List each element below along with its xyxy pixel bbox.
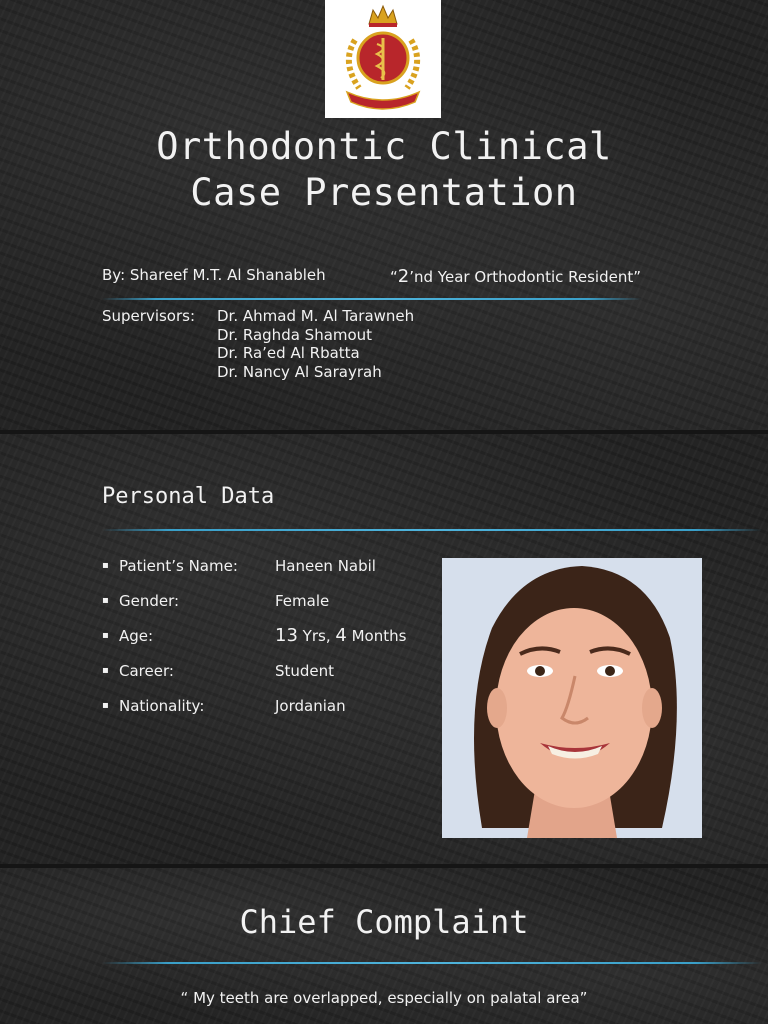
bullet-icon: ▪ [102, 700, 109, 711]
row-label: Patient’s Name: [119, 557, 238, 575]
role-prefix: “ [390, 268, 398, 286]
row-value: Haneen Nabil [275, 557, 376, 575]
age-years-text: Yrs, [297, 627, 336, 645]
title-slide [0, 0, 768, 430]
divider-rule [102, 529, 762, 531]
divider-rule [102, 962, 762, 964]
role-number: 2 [397, 266, 410, 287]
patient-portrait-image [442, 558, 702, 838]
row-value: Female [275, 592, 330, 610]
title-line-1: Orthodontic Clinical [156, 125, 612, 168]
row-value: Student [275, 662, 335, 680]
age-years-number: 13 [275, 625, 298, 646]
supervisor-name: Dr. Raghda Shamout [217, 325, 373, 344]
bullet-icon: ▪ [102, 630, 109, 641]
supervisors-list [217, 307, 414, 381]
section-heading: Chief Complaint [239, 903, 529, 941]
personal-data-slide [0, 434, 768, 864]
patient-photo [442, 558, 702, 838]
role-text: ’nd Year Orthodontic Resident” [409, 268, 642, 286]
bullet-icon: ▪ [102, 560, 109, 571]
author-role [390, 266, 641, 287]
institution-logo [325, 0, 441, 118]
section-heading: Personal Data [102, 484, 275, 509]
presentation-title [0, 124, 768, 216]
supervisors-label: Supervisors: [102, 307, 196, 325]
bullet-icon: ▪ [102, 665, 109, 676]
title-line-2: Case Presentation [190, 171, 578, 214]
complaint-quote: “ My teeth are overlapped, especially on palatal area” [180, 989, 588, 1007]
supervisor-name: Dr. Ahmad M. Al Tarawneh [217, 307, 415, 325]
divider-rule [102, 298, 642, 300]
crest-emblem-icon [325, 0, 441, 118]
age-months-number: 4 [335, 625, 347, 646]
row-label: Gender: [119, 592, 180, 610]
row-label: Nationality: [119, 697, 205, 715]
chief-complaint-slide [0, 868, 768, 1024]
supervisor-name: Dr. Ra’ed Al Rbatta [217, 344, 360, 362]
row-value: Jordanian [275, 697, 346, 715]
author-byline: By: Shareef M.T. Al Shanableh [102, 266, 326, 284]
age-months-text: Months [346, 627, 407, 645]
row-label: Age: [119, 627, 154, 645]
supervisor-name: Dr. Nancy Al Sarayrah [217, 362, 382, 381]
row-value [275, 626, 406, 646]
bullet-icon: ▪ [102, 595, 109, 606]
row-label: Career: [119, 662, 174, 680]
